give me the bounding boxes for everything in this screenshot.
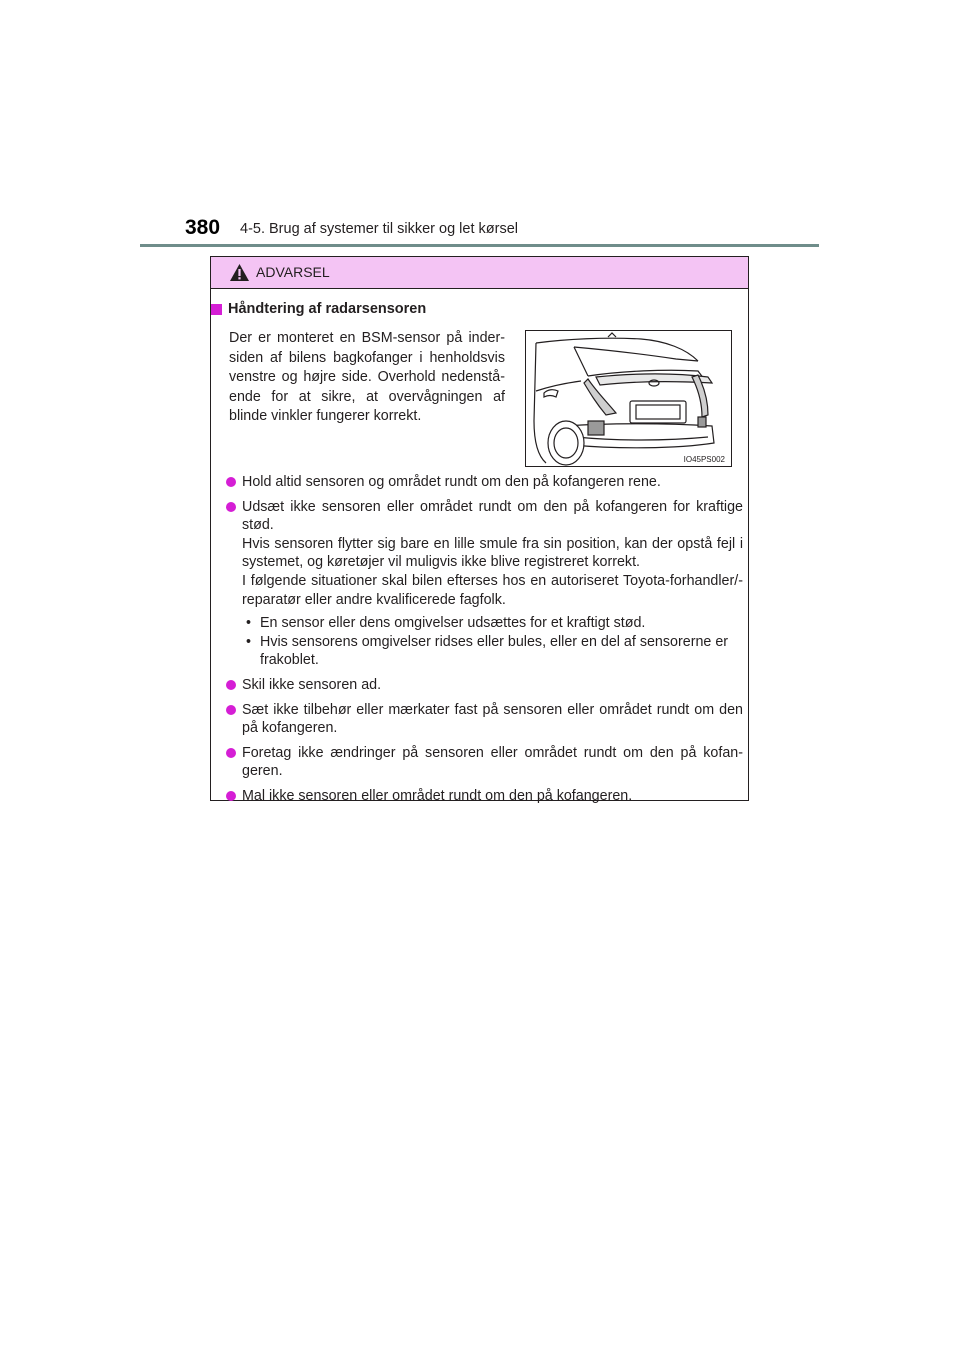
bullet-dot-icon [226,502,236,512]
figure-code: IO45PS002 [683,455,725,464]
list-item [211,676,743,695]
bullet-dot-icon [226,748,236,758]
bullet-text: Udsæt ikke sensoren eller området rundt om den på kofangeren for kraftige stød. [242,498,743,534]
subheading [211,301,426,317]
bullet-text: Sæt ikke tilbehør eller mærkater fast på sensoren eller området rundt om den på kofangeren. [242,701,743,737]
bullet-text: Mal ikke sensoren eller området rundt om den på kofangeren. [242,787,633,804]
bullet-paragraph: I følgende situationer skal bilen efterses hos en autoriseret Toyota-forhandler/-reparatør eller andre kvalificerede fagfolk. [242,572,743,608]
car-rear-illustration [525,330,732,467]
square-bullet-icon [211,304,222,315]
warning-triangle-icon [229,263,250,287]
list-item [211,787,743,806]
bullet-dot-icon [226,791,236,801]
bullet-dot-icon [226,705,236,715]
sub-list-item [242,614,743,633]
warning-title: ADVARSEL [256,264,330,280]
bullet-dot-icon [226,680,236,690]
bullet-dot-icon [226,477,236,487]
header-rule [140,244,819,247]
list-item [211,701,743,738]
sub-item-text: En sensor eller dens omgivelser udsættes for et kraftigt stød. [260,615,646,632]
bullet-text: Foretag ikke ændringer på sensoren eller området rundt om den på kofan-geren. [242,744,743,780]
warning-box [210,256,749,804]
sub-bullet-icon: • [246,633,252,650]
intro-text: Der er monteret en BSM-sensor på inder-siden af bilens bagkofanger i henholdsvis venstre og højre side. Overhold nedenstå-ende for at sikre, at overvågningen af blinde vinkler fungerer korrekt. [229,330,505,424]
list-item [211,744,743,781]
warning-header [211,257,748,289]
bullet-text: Skil ikke sensoren ad. [242,676,382,693]
list-item [211,473,743,492]
car-rear-drawing [526,331,731,466]
sub-list [242,614,743,670]
sub-bullet-icon: • [246,615,252,632]
page-number: 380 [185,216,221,239]
list-item [211,498,743,670]
bullet-list [211,473,743,812]
section-title: 4-5. Brug af systemer til sikker og let kørsel [240,221,518,237]
sub-list-item [242,633,743,670]
bullet-paragraph: Hvis sensoren flytter sig bare en lille smule fra sin position, kan der opstå fejl i systemet, og køretøjer vil muligvis ikke blive registreret korrekt. [242,535,743,571]
bullet-text: Hold altid sensoren og området rundt om den på kofangeren rene. [242,474,661,490]
subheading-text: Håndtering af radarsensoren [228,301,427,317]
sub-item-text: Hvis sensorens omgivelser ridses eller bules, eller en del af sensorerne er frakoblet. [260,633,729,669]
